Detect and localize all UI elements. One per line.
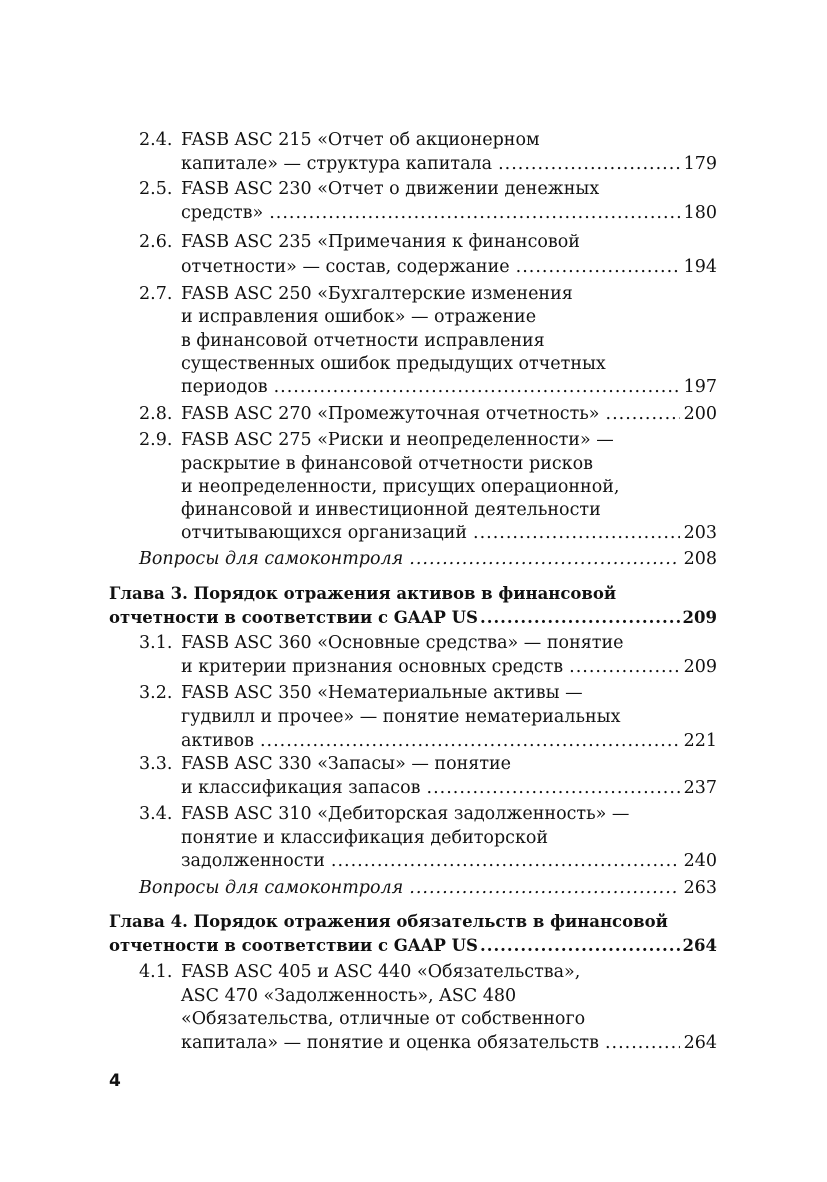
entry-title-end: средств»	[181, 203, 264, 223]
entry-last-line	[181, 729, 717, 753]
entry-last-line	[181, 1031, 717, 1055]
entry-last-line	[181, 402, 717, 426]
entry-last-line	[181, 655, 717, 679]
dot-leader	[331, 849, 680, 873]
entry-line: FASB ASC 310 «Дебиторская задолженность» —	[181, 804, 630, 824]
page-ref: 203	[683, 523, 717, 543]
entry-last-line	[181, 849, 717, 873]
entry-line: и исправления ошибок» — отражение	[181, 307, 537, 327]
page-ref: 240	[683, 851, 717, 871]
page-ref: 179	[683, 154, 717, 174]
entry-last-line	[181, 375, 717, 399]
entry-line: FASB ASC 235 «Примечания к финансовой	[181, 232, 580, 252]
entry-title-end: Вопросы для самоконтроля	[139, 878, 404, 898]
entry-last-line	[181, 255, 717, 279]
entry-line: Глава 3. Порядок отражения активов в финансовой	[109, 584, 617, 603]
page-number: 4	[109, 1071, 121, 1091]
dot-leader	[516, 255, 680, 279]
entry-line: существенных ошибок предыдущих отчетных	[181, 354, 606, 374]
entry-last-line	[139, 547, 717, 571]
dot-leader	[269, 201, 679, 225]
page-ref: 237	[683, 778, 717, 798]
entry-line: понятие и классификация дебиторской	[181, 828, 549, 848]
entry-title-end: периодов	[181, 377, 268, 397]
page-ref: 264	[683, 1033, 717, 1053]
section-number: 2.8.	[139, 404, 173, 424]
section-number: 2.6.	[139, 232, 173, 252]
entry-title-end: активов	[181, 731, 254, 751]
page-ref: 263	[683, 878, 717, 898]
dot-leader	[427, 776, 680, 800]
page-ref: 194	[683, 257, 717, 277]
section-number: 2.4.	[139, 130, 173, 150]
entry-line: FASB ASC 215 «Отчет об акционерном	[181, 130, 540, 150]
dot-leader	[473, 521, 680, 545]
section-number: 4.1.	[139, 962, 173, 982]
page-ref: 221	[683, 731, 717, 751]
page-ref: 180	[683, 203, 717, 223]
entry-line: раскрытие в финансовой отчетности рисков	[181, 454, 593, 474]
page-ref: 209	[683, 657, 717, 677]
entry-last-line	[181, 776, 717, 800]
page-ref: 197	[683, 377, 717, 397]
entry-last-line	[139, 876, 717, 900]
page-ref: 208	[683, 549, 717, 569]
entry-title-end: капитала» — понятие и оценка обязательств	[181, 1033, 599, 1053]
entry-line: Глава 4. Порядок отражения обязательств в финансовой	[109, 912, 668, 931]
section-number: 2.5.	[139, 179, 173, 199]
entry-line: «Обязательства, отличные от собственного	[181, 1009, 586, 1029]
entry-title-end: и критерии признания основных средств	[181, 657, 564, 677]
dot-leader	[409, 876, 679, 900]
page-ref: 200	[683, 404, 717, 424]
entry-line: и неопределенности, присущих операционной,	[181, 477, 620, 497]
entry-title-end: и классификация запасов	[181, 778, 421, 798]
entry-line: в финансовой отчетности исправления	[181, 331, 545, 351]
entry-title-end: задолженности	[181, 851, 325, 871]
dot-leader	[606, 402, 680, 426]
entry-title-end: отчетности» — состав, содержание	[181, 257, 510, 277]
entry-last-line	[181, 521, 717, 545]
entry-last-line	[109, 934, 717, 958]
dot-leader	[605, 1031, 680, 1055]
dot-leader	[409, 547, 679, 571]
section-number: 3.3.	[139, 754, 173, 774]
section-number: 3.4.	[139, 804, 173, 824]
section-number: 3.1.	[139, 633, 173, 653]
entry-line: FASB ASC 330 «Запасы» — понятие	[181, 754, 512, 774]
entry-title-end: капитале» — структура капитала	[181, 154, 493, 174]
entry-title-end: отчетности в соответствии с GAAP US	[109, 608, 478, 627]
entry-title-end: отчетности в соответствии с GAAP US	[109, 936, 478, 955]
dot-leader	[480, 606, 681, 630]
page-ref: 209	[682, 608, 717, 627]
entry-last-line	[181, 201, 717, 225]
dot-leader	[260, 729, 680, 753]
entry-last-line	[181, 152, 717, 176]
page-ref: 264	[682, 936, 717, 955]
entry-title-end: отчитывающихся организаций	[181, 523, 468, 543]
entry-line: финансовой и инвестиционной деятельности	[181, 500, 601, 520]
entry-line: ASC 470 «Задолженность», ASC 480	[181, 986, 517, 1006]
dot-leader	[274, 375, 680, 399]
entry-line: FASB ASC 360 «Основные средства» — понятие	[181, 633, 624, 653]
entry-line: FASB ASC 405 и ASC 440 «Обязательства»,	[181, 962, 581, 982]
section-number: 2.7.	[139, 284, 173, 304]
entry-title-end: Вопросы для самоконтроля	[139, 549, 404, 569]
entry-line: FASB ASC 250 «Бухгалтерские изменения	[181, 284, 573, 304]
dot-leader	[498, 152, 680, 176]
entry-title-end: FASB ASC 270 «Промежуточная отчетность»	[181, 404, 600, 424]
section-number: 3.2.	[139, 683, 173, 703]
dot-leader	[569, 655, 679, 679]
dot-leader	[480, 934, 681, 958]
entry-last-line	[109, 606, 717, 630]
entry-line: FASB ASC 275 «Риски и неопределенности» —	[181, 430, 614, 450]
entry-line: FASB ASC 350 «Нематериальные активы —	[181, 683, 583, 703]
section-number: 2.9.	[139, 430, 173, 450]
entry-line: FASB ASC 230 «Отчет о движении денежных	[181, 179, 600, 199]
entry-line: гудвилл и прочее» — понятие нематериальных	[181, 707, 621, 727]
